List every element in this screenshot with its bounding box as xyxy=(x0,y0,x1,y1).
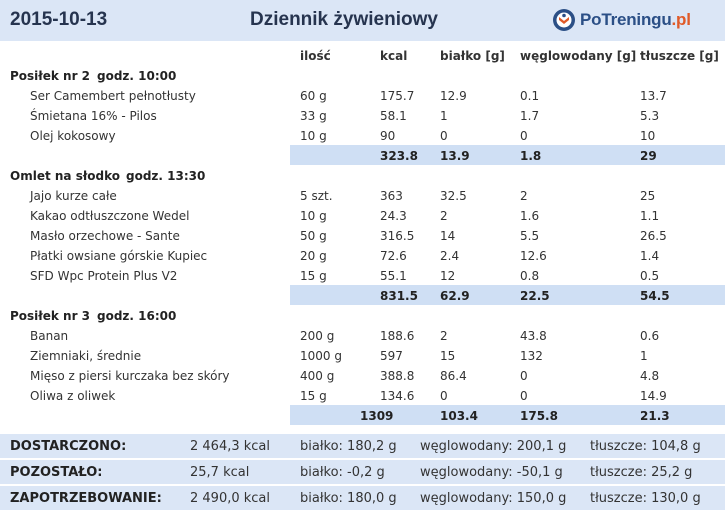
food-carbs: 132 xyxy=(520,349,543,363)
food-protein: 86.4 xyxy=(440,369,467,383)
food-name: Masło orzechowe - Sante xyxy=(30,229,180,243)
total-fat: 29 xyxy=(640,149,657,163)
food-protein: 2.4 xyxy=(440,249,460,263)
meal-name: Posiłek nr 3 xyxy=(10,309,91,323)
food-name: SFD Wpc Protein Plus V2 xyxy=(30,269,178,283)
food-kcal: 175.7 xyxy=(380,89,415,103)
food-qty: 5 szt. xyxy=(300,189,333,203)
column-header-qty: ilość xyxy=(300,49,331,63)
food-name: Płatki owsiane górskie Kupiec xyxy=(30,249,208,263)
total-kcal: 831.5 xyxy=(380,289,418,303)
summary-kcal: 2 490,0 kcal xyxy=(190,491,271,506)
summary-carbs: węglowodany: -50,1 g xyxy=(420,465,563,480)
food-protein: 15 xyxy=(440,349,456,363)
column-header-fat: tłuszcze [g] xyxy=(640,49,719,63)
column-header-kcal: kcal xyxy=(380,49,408,63)
logo-text: PoTreningu.pl xyxy=(580,10,691,29)
food-carbs: 1.7 xyxy=(520,109,540,123)
food-kcal: 134.6 xyxy=(380,389,415,403)
food-name: Banan xyxy=(30,329,69,343)
food-qty: 400 g xyxy=(300,369,335,383)
total-protein: 62.9 xyxy=(440,289,470,303)
summary-protein: białko: -0,2 g xyxy=(300,465,385,480)
food-kcal: 72.6 xyxy=(380,249,407,263)
summary-row-requirement xyxy=(0,486,725,510)
food-protein: 12 xyxy=(440,269,456,283)
food-fat: 14.9 xyxy=(640,389,667,403)
food-protein: 0 xyxy=(440,129,448,143)
food-protein: 12.9 xyxy=(440,89,467,103)
summary-fat: tłuszcze: 25,2 g xyxy=(590,465,693,480)
food-protein: 0 xyxy=(440,389,448,403)
food-fat: 26.5 xyxy=(640,229,667,243)
food-name: Ser Camembert pełnotłusty xyxy=(30,89,196,103)
food-name: Jajo kurze całe xyxy=(30,189,117,203)
summary-row-remaining xyxy=(0,460,725,484)
food-kcal: 316.5 xyxy=(380,229,415,243)
summary-label: POZOSTAŁO: xyxy=(10,465,103,480)
meal-total-row xyxy=(290,285,725,305)
total-kcal: 323.8 xyxy=(380,149,418,163)
summary-kcal: 25,7 kcal xyxy=(190,465,250,480)
summary-label: DOSTARCZONO: xyxy=(10,439,127,454)
food-qty: 33 g xyxy=(300,109,327,123)
total-protein: 13.9 xyxy=(440,149,470,163)
total-fat: 21.3 xyxy=(640,409,670,423)
food-qty: 1000 g xyxy=(300,349,342,363)
food-qty: 15 g xyxy=(300,269,327,283)
food-qty: 20 g xyxy=(300,249,327,263)
food-carbs: 0.8 xyxy=(520,269,540,283)
total-kcal: 1309 xyxy=(360,409,394,423)
food-name: Mięso z piersi kurczaka bez skóry xyxy=(30,369,230,383)
page-title: Dziennik żywieniowy xyxy=(250,9,438,30)
food-kcal: 58.1 xyxy=(380,109,407,123)
food-fat: 4.8 xyxy=(640,369,660,383)
food-qty: 10 g xyxy=(300,129,327,143)
food-fat: 10 xyxy=(640,129,656,143)
diary-date: 2015-10-13 xyxy=(10,9,108,30)
summary-fat: tłuszcze: 130,0 g xyxy=(590,491,701,506)
meal-total-row xyxy=(290,405,725,425)
food-fat: 1 xyxy=(640,349,648,363)
food-name: Ziemniaki, średnie xyxy=(30,349,142,363)
food-fat: 0.6 xyxy=(640,329,660,343)
page-header xyxy=(0,0,725,41)
total-fat: 54.5 xyxy=(640,289,670,303)
total-protein: 103.4 xyxy=(440,409,478,423)
total-carbs: 1.8 xyxy=(520,149,542,163)
food-protein: 32.5 xyxy=(440,189,467,203)
food-kcal: 597 xyxy=(380,349,403,363)
food-qty: 50 g xyxy=(300,229,327,243)
food-qty: 60 g xyxy=(300,89,327,103)
food-carbs: 0 xyxy=(520,389,528,403)
food-carbs: 2 xyxy=(520,189,528,203)
food-carbs: 5.5 xyxy=(520,229,540,243)
food-kcal: 24.3 xyxy=(380,209,407,223)
meal-time: godz. 10:00 xyxy=(97,69,177,83)
food-carbs: 0 xyxy=(520,369,528,383)
food-kcal: 188.6 xyxy=(380,329,415,343)
food-fat: 13.7 xyxy=(640,89,667,103)
total-carbs: 175.8 xyxy=(520,409,558,423)
food-kcal: 55.1 xyxy=(380,269,407,283)
food-protein: 14 xyxy=(440,229,456,243)
food-kcal: 388.8 xyxy=(380,369,415,383)
food-protein: 2 xyxy=(440,209,448,223)
food-carbs: 0.1 xyxy=(520,89,540,103)
food-carbs: 1.6 xyxy=(520,209,540,223)
food-carbs: 0 xyxy=(520,129,528,143)
meal-name: Posiłek nr 2 xyxy=(10,69,91,83)
food-qty: 10 g xyxy=(300,209,327,223)
food-name: Kakao odtłuszczone Wedel xyxy=(30,209,190,223)
logo-icon xyxy=(552,8,576,32)
summary-label: ZAPOTRZEBOWANIE: xyxy=(10,491,162,506)
food-qty: 15 g xyxy=(300,389,327,403)
food-protein: 2 xyxy=(440,329,448,343)
food-kcal: 90 xyxy=(380,129,396,143)
food-fat: 1.4 xyxy=(640,249,660,263)
summary-carbs: węglowodany: 150,0 g xyxy=(420,491,567,506)
food-name: Olej kokosowy xyxy=(30,129,116,143)
potreningu-logo[interactable] xyxy=(552,6,691,34)
food-name: Śmietana 16% - Pilos xyxy=(30,109,157,123)
summary-protein: białko: 180,0 g xyxy=(300,491,397,506)
column-header-carbs: węglowodany [g] xyxy=(520,49,637,63)
food-carbs: 43.8 xyxy=(520,329,547,343)
food-qty: 200 g xyxy=(300,329,335,343)
food-fat: 25 xyxy=(640,189,656,203)
food-kcal: 363 xyxy=(380,189,403,203)
food-protein: 1 xyxy=(440,109,448,123)
meal-time: godz. 16:00 xyxy=(97,309,177,323)
meal-time: godz. 13:30 xyxy=(126,169,206,183)
summary-kcal: 2 464,3 kcal xyxy=(190,439,271,454)
meal-name: Omlet na słodko xyxy=(10,169,121,183)
food-fat: 5.3 xyxy=(640,109,660,123)
food-fat: 0.5 xyxy=(640,269,660,283)
food-carbs: 12.6 xyxy=(520,249,547,263)
summary-protein: białko: 180,2 g xyxy=(300,439,397,454)
column-header-protein: białko [g] xyxy=(440,49,505,63)
summary-fat: tłuszcze: 104,8 g xyxy=(590,439,701,454)
food-fat: 1.1 xyxy=(640,209,660,223)
total-carbs: 22.5 xyxy=(520,289,550,303)
food-name: Oliwa z oliwek xyxy=(30,389,116,403)
summary-row-delivered xyxy=(0,434,725,458)
summary-carbs: węglowodany: 200,1 g xyxy=(420,439,567,454)
meal-total-row xyxy=(290,145,725,165)
